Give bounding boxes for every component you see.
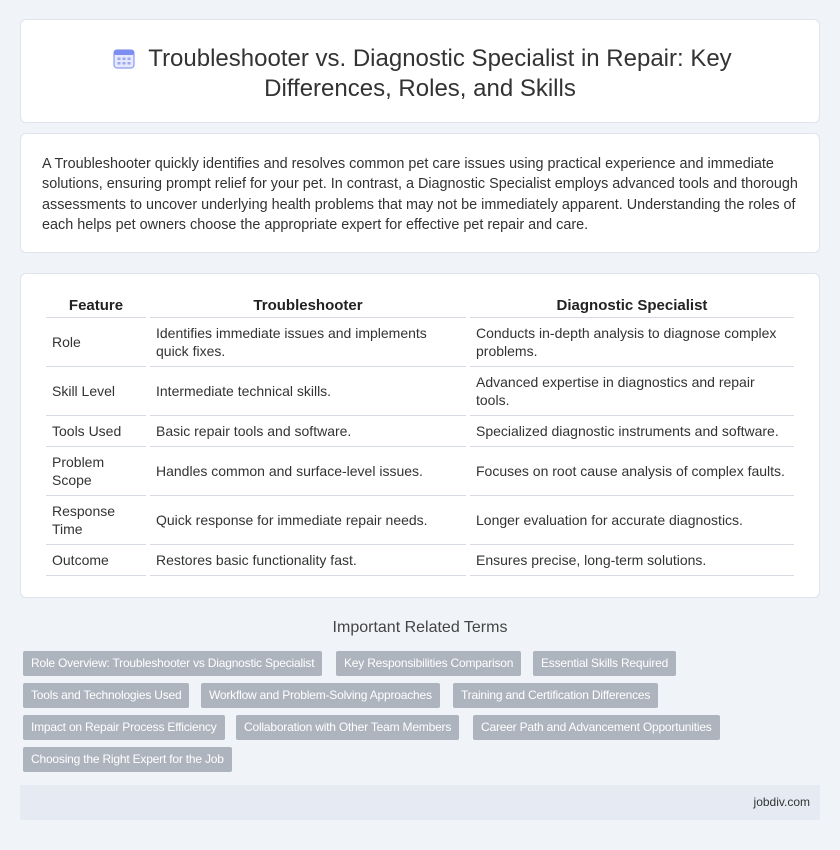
table-cell: Role bbox=[46, 318, 146, 367]
table-row bbox=[46, 416, 794, 447]
page-title bbox=[21, 44, 819, 104]
related-term-tag[interactable]: Collaboration with Other Team Members bbox=[236, 715, 459, 740]
related-term-tag[interactable]: Training and Certification Differences bbox=[453, 683, 658, 708]
table-cell: Tools Used bbox=[46, 416, 146, 447]
header-card bbox=[20, 19, 820, 123]
table-row bbox=[46, 318, 794, 367]
related-term-tag[interactable]: Key Responsibilities Comparison bbox=[336, 651, 521, 676]
intro-paragraph: A Troubleshooter quickly identifies and resolves common pet care issues using practical experience and immediate solutions, ensuring prompt relief for your pet. In contrast, a Diagnostic Specialist employs advanced tools and thorough assessments to uncover underlying health problems that may not be immediately apparent. Understanding the roles of each helps pet owners choose the appropriate expert for effective pet repair and care. bbox=[42, 156, 798, 233]
table-cell: Specialized diagnostic instruments and software. bbox=[470, 416, 794, 447]
table-cell: Ensures precise, long-term solutions. bbox=[470, 545, 794, 576]
column-header-feature: Feature bbox=[46, 294, 146, 318]
table-cell: Longer evaluation for accurate diagnostics. bbox=[470, 496, 794, 545]
page-title-line-1: Troubleshooter vs. Diagnostic Specialist in Repair: Key bbox=[148, 45, 732, 72]
related-terms-heading: Important Related Terms bbox=[332, 619, 508, 636]
table-cell: Conducts in-depth analysis to diagnose complex problems. bbox=[470, 318, 794, 367]
table-header-row bbox=[46, 294, 794, 318]
table-cell: Problem Scope bbox=[46, 447, 146, 496]
column-header-diagnostic-specialist: Diagnostic Specialist bbox=[470, 294, 794, 318]
table-row bbox=[46, 367, 794, 416]
related-term-tag[interactable]: Role Overview: Troubleshooter vs Diagnostic Specialist bbox=[23, 651, 322, 676]
related-term-tag[interactable]: Workflow and Problem-Solving Approaches bbox=[201, 683, 440, 708]
table-cell: Advanced expertise in diagnostics and repair tools. bbox=[470, 367, 794, 416]
table-cell: Basic repair tools and software. bbox=[150, 416, 466, 447]
table-row bbox=[46, 447, 794, 496]
footer bbox=[20, 785, 820, 820]
related-term-tag[interactable]: Choosing the Right Expert for the Job bbox=[23, 747, 232, 772]
page-title-line-2: Differences, Roles, and Skills bbox=[264, 75, 576, 102]
table-row bbox=[46, 496, 794, 545]
footer-site-link[interactable]: jobdiv.com bbox=[753, 795, 810, 809]
table-cell: Intermediate technical skills. bbox=[150, 367, 466, 416]
intro-card bbox=[20, 133, 820, 253]
table-cell: Quick response for immediate repair needs. bbox=[150, 496, 466, 545]
table-cell: Handles common and surface-level issues. bbox=[150, 447, 466, 496]
column-header-troubleshooter: Troubleshooter bbox=[150, 294, 466, 318]
comparison-card bbox=[20, 273, 820, 598]
table-cell: Focuses on root cause analysis of complex faults. bbox=[470, 447, 794, 496]
comparison-table bbox=[42, 294, 798, 576]
related-term-tag[interactable]: Impact on Repair Process Efficiency bbox=[23, 715, 225, 740]
related-term-tag[interactable]: Tools and Technologies Used bbox=[23, 683, 189, 708]
table-cell: Restores basic functionality fast. bbox=[150, 545, 466, 576]
related-term-tag[interactable]: Essential Skills Required bbox=[533, 651, 676, 676]
table-cell: Outcome bbox=[46, 545, 146, 576]
table-cell: Identifies immediate issues and implements quick fixes. bbox=[150, 318, 466, 367]
table-row bbox=[46, 545, 794, 576]
related-term-tag[interactable]: Career Path and Advancement Opportunities bbox=[473, 715, 720, 740]
table-cell: Skill Level bbox=[46, 367, 146, 416]
table-cell: Response Time bbox=[46, 496, 146, 545]
